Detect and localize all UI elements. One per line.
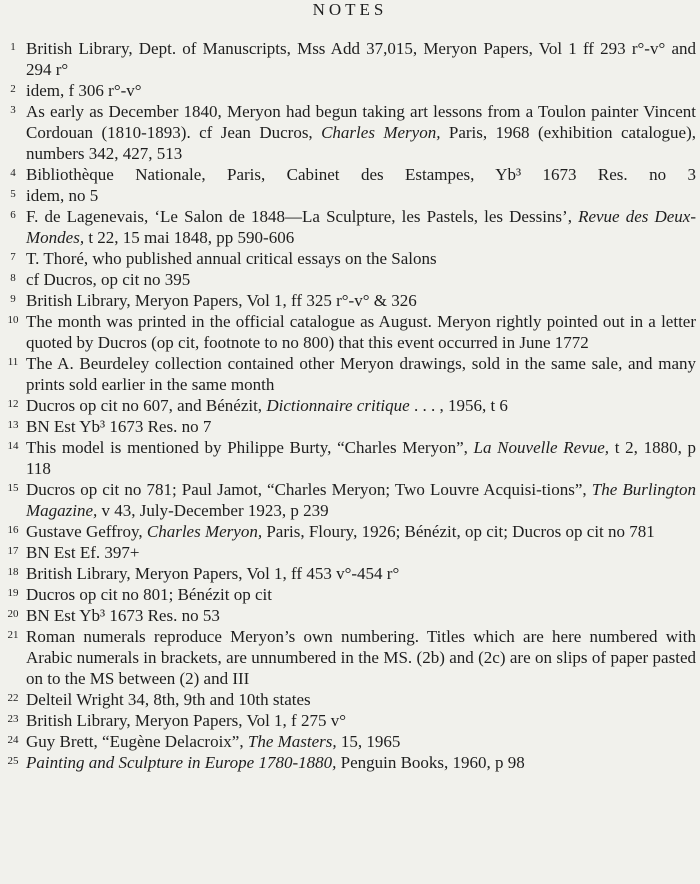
note-text: Delteil Wright 34, 8th, 9th and 10th states (26, 690, 311, 709)
note-number: 23 (7, 713, 19, 725)
note-item (0, 542, 700, 563)
note-number: 8 (10, 272, 16, 284)
note-item (0, 101, 700, 164)
note-text: BN Est Ef. 397+ (26, 543, 140, 562)
note-number: 16 (7, 524, 19, 536)
note-text: cf Ducros, op cit no 395 (26, 270, 191, 289)
note-text: Ducros op cit no 607, and Bénézit, Dictionnaire critique . . . , 1956, t 6 (26, 396, 508, 415)
note-text: Gustave Geffroy, Charles Meryon, Paris, Floury, 1926; Bénézit, op cit; Ducros op cit no 781 (26, 522, 655, 541)
note-number: 14 (7, 440, 19, 452)
note-number: 3 (10, 104, 16, 116)
note-item (0, 584, 700, 605)
note-item (0, 164, 700, 185)
note-item (0, 710, 700, 731)
note-text: idem, f 306 r°-v° (26, 81, 142, 100)
note-number: 13 (7, 419, 19, 431)
note-number: 20 (7, 608, 19, 620)
note-text: Ducros op cit no 801; Bénézit op cit (26, 585, 272, 604)
note-item (0, 38, 700, 80)
note-number: 22 (7, 692, 19, 704)
note-number: 15 (7, 482, 19, 494)
page-heading: NOTES (312, 0, 388, 19)
note-number: 1 (10, 41, 16, 53)
note-text: British Library, Dept. of Manuscripts, Mss Add 37,015, Meryon Papers, Vol 1 ff 293 r°-v° and 294 r° (26, 39, 696, 79)
note-text: idem, no 5 (26, 186, 99, 205)
note-text: This model is mentioned by Philippe Burty, “Charles Meryon”, La Nouvelle Revue, t 2, 1880, p 118 (26, 438, 696, 478)
note-item (0, 395, 700, 416)
note-number: 9 (10, 293, 16, 305)
note-number: 21 (7, 629, 19, 641)
note-item (0, 479, 700, 521)
note-item (0, 605, 700, 626)
note-text: As early as December 1840, Meryon had begun taking art lessons from a Toulon painter Vincent Cordouan (1810-1893). cf Jean Ducros, Charles Meryon, Paris, 1968 (exhibition catalogue), numbers 342, 427, 513 (26, 102, 696, 163)
note-item (0, 731, 700, 752)
note-number: 11 (7, 356, 19, 368)
note-item (0, 206, 700, 248)
note-number: 12 (7, 398, 19, 410)
note-text: Roman numerals reproduce Meryon’s own numbering. Titles which are here numbered with Arabic numerals in brackets, are unnumbered in the MS. (2b) and (2c) are on slips of paper pasted on to the MS between (2) and III (26, 627, 696, 688)
note-item (0, 353, 700, 395)
note-text: British Library, Meryon Papers, Vol 1, ff 325 r°-v° & 326 (26, 291, 417, 310)
note-number: 10 (7, 314, 19, 326)
note-number: 17 (7, 545, 19, 557)
note-text: Ducros op cit no 781; Paul Jamot, “Charles Meryon; Two Louvre Acquisi-tions”, The Burlington Magazine, v 43, July-December 1923, p 239 (26, 480, 696, 520)
note-item (0, 437, 700, 479)
note-text: British Library, Meryon Papers, Vol 1, ff 453 v°-454 r° (26, 564, 400, 583)
note-text: British Library, Meryon Papers, Vol 1, f 275 v° (26, 711, 347, 730)
note-text: BN Est Yb³ 1673 Res. no 7 (26, 417, 212, 436)
note-text: BN Est Yb³ 1673 Res. no 53 (26, 606, 220, 625)
note-number: 6 (10, 209, 16, 221)
note-item (0, 689, 700, 710)
note-text: Painting and Sculpture in Europe 1780-1880, Penguin Books, 1960, p 98 (26, 753, 525, 772)
note-number: 5 (10, 188, 16, 200)
note-item (0, 626, 700, 689)
note-number: 2 (10, 83, 16, 95)
note-item (0, 248, 700, 269)
note-item (0, 80, 700, 101)
note-item (0, 563, 700, 584)
note-text: T. Thoré, who published annual critical essays on the Salons (26, 249, 437, 268)
note-item (0, 185, 700, 206)
note-text: F. de Lagenevais, ‘Le Salon de 1848—La Sculpture, les Pastels, les Dessins’, Revue des Deux-Mondes, t 22, 15 mai 1848, pp 590-606 (26, 207, 697, 247)
note-number: 25 (7, 755, 19, 767)
note-text: The month was printed in the official catalogue as August. Meryon rightly pointed out in a letter quoted by Ducros (op cit, footnote to no 800) that this event occurred in June 1772 (26, 312, 696, 352)
note-item (0, 290, 700, 311)
note-item (0, 521, 700, 542)
note-item (0, 311, 700, 353)
note-text: The A. Beurdeley collection contained other Meryon drawings, sold in the same sale, and many prints sold earlier in the same month (26, 354, 696, 394)
notes-list (0, 38, 700, 773)
note-number: 7 (10, 251, 16, 263)
note-text: Guy Brett, “Eugène Delacroix”, The Masters, 15, 1965 (26, 732, 401, 751)
note-number: 19 (7, 587, 19, 599)
note-item (0, 752, 700, 773)
note-number: 4 (10, 167, 16, 179)
note-number: 18 (7, 566, 19, 578)
note-number: 24 (7, 734, 19, 746)
note-text: Bibliothèque Nationale, Paris, Cabinet des Estampes, Yb³ 1673 Res. no 3 (26, 165, 696, 184)
note-item (0, 416, 700, 437)
note-item (0, 269, 700, 290)
